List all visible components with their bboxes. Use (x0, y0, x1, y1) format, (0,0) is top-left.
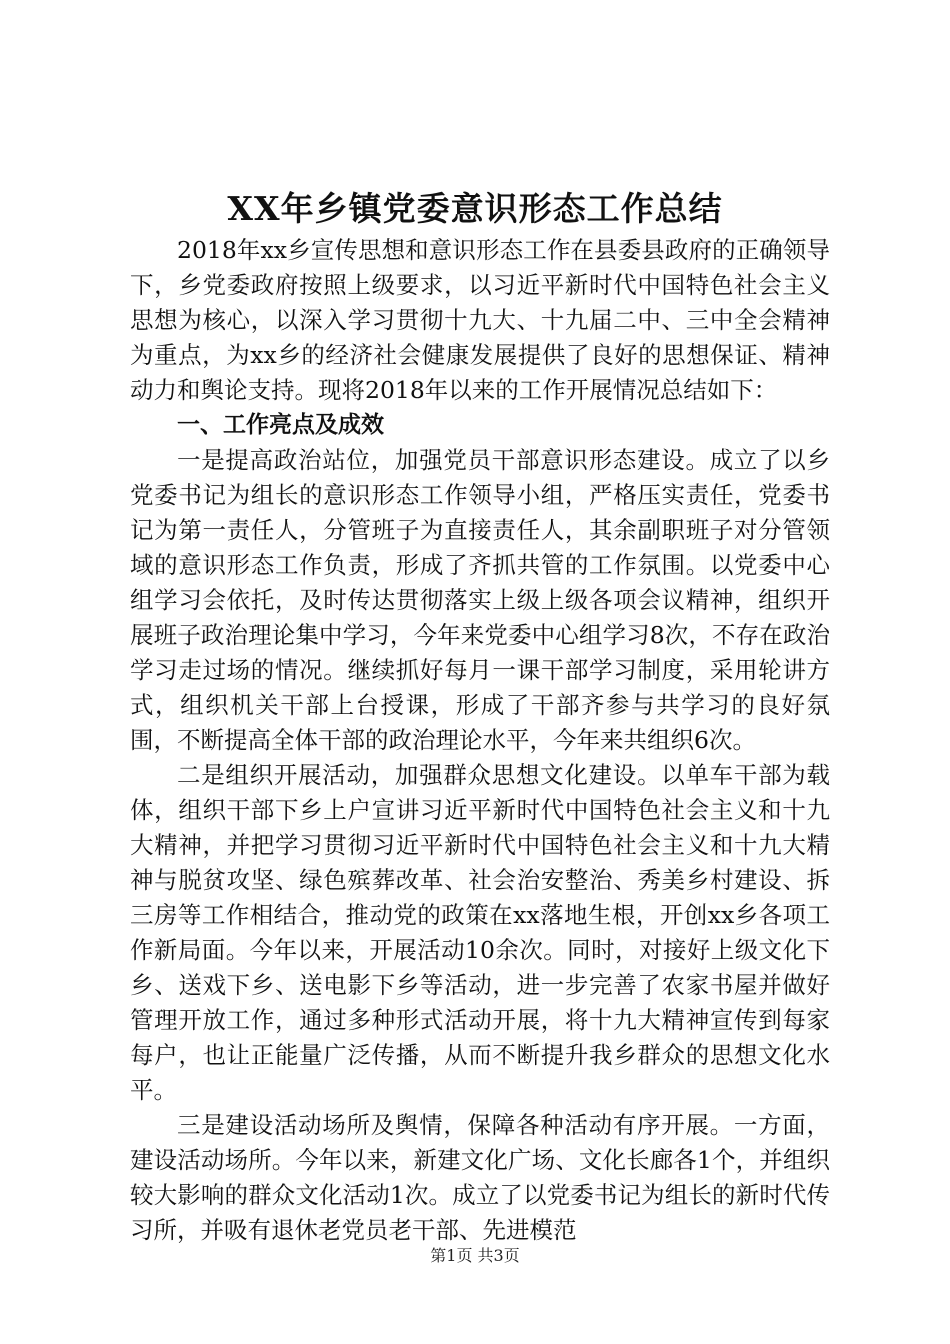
section-heading: 一、工作亮点及成效 (177, 412, 384, 438)
page-total: 共3页 (477, 1246, 520, 1265)
body-paragraph-1: 一是提高政治站位，加强党员干部意识形态建设。成立了以乡党委书记为组长的意识形态工作领导小组，严格压实责任，党委书记为第一责任人，分管班子为直接责任人，其余副职班子对分管领域的意识形态工作负责，形成了齐抓共管的工作氛围。以党委中心组学习会依托，及时传达贯彻落实上级上级各项会议精神，组织开展班子政治理论集中学习，今年来党委中心组学习8次，不存在政治学习走过场的情况。继续抓好每月一课干部学习制度，采用轮讲方式，组织机关干部上台授课，形成了干部齐参与共学习的良好氛围，不断提高全体干部的政治理论水平，今年来共组织6次。 (130, 446, 830, 754)
page-number: 第1页 (430, 1246, 473, 1265)
body-paragraph-3: 三是建设活动场所及舆情，保障各种活动有序开展。一方面，建设活动场所。今年以来，新建文化广场、文化长廊各1个，并组织较大影响的群众文化活动1次。成立了以党委书记为组长的新时代传习所，并吸有退休老党员老干部、先进模范 (130, 1111, 830, 1244)
document-title: XX年乡镇党委意识形态工作总结 (227, 189, 723, 228)
document-body (130, 233, 830, 1248)
intro-paragraph: 2018年xx乡宣传思想和意识形态工作在县委县政府的正确领导下，乡党委政府按照上级要求，以习近平新时代中国特色社会主义思想为核心，以深入学习贯彻十九大、十九届二中、三中全会精神为重点，为xx乡的经济社会健康发展提供了良好的思想保证、精神动力和舆论支持。现将2018年以来的工作开展情况总结如下： (130, 236, 830, 404)
page-footer (0, 1245, 950, 1267)
body-paragraph-2: 二是组织开展活动，加强群众思想文化建设。以单车干部为载体，组织干部下乡上户宣讲习近平新时代中国特色社会主义和十九大精神，并把学习贯彻习近平新时代中国特色社会主义和十九大精神与脱贫攻坚、绿色殡葬改革、社会治安整治、秀美乡村建设、拆三房等工作相结合，推动党的政策在xx落地生根，开创xx乡各项工作新局面。今年以来，开展活动10余次。同时，对接好上级文化下乡、送戏下乡、送电影下乡等活动，进一步完善了农家书屋并做好管理开放工作，通过多种形式活动开展，将十九大精神宣传到每家每户，也让正能量广泛传播，从而不断提升我乡群众的思想文化水平。 (130, 761, 830, 1104)
